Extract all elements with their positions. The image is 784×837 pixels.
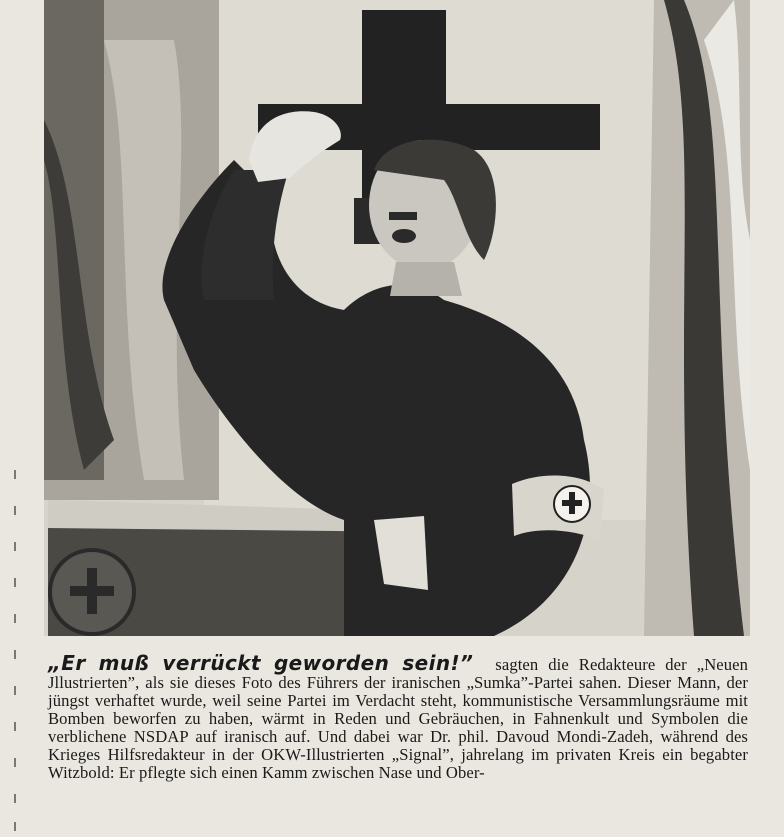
- photo-caption: [48, 651, 749, 782]
- photo-illustration: [44, 0, 750, 636]
- news-photo: [44, 0, 750, 636]
- margin-marks: [12, 470, 18, 837]
- caption-headline: „Er muß verrückt geworden sein!”: [48, 651, 474, 675]
- caption-body: sagten die Redakteure der „Neuen Jllustrierten”, als sie dieses Foto des Führers der iranischen „Sumka”-Partei sahen. Dieser Mann, der jüngst verhaftet wurde, weil seine Partei im Verdacht steht, kommunistische Versammlungsräume mit Bomben beworfen zu haben, wärmt in Reden und Gebräuchen, in Fahnenkult und Symbolen die verblichene NSDAP auf iranisch auf. Und dabei war Dr. phil. Davoud Mondi-Zadeh, während des Krieges Hilfsredakteur in der OKW-Illustrierten „Signal”, jahrelang im privaten Kreis ein begabter Witzbold: Er pflegte sich einen Kamm zwischen Nase und Ober-: [48, 655, 749, 782]
